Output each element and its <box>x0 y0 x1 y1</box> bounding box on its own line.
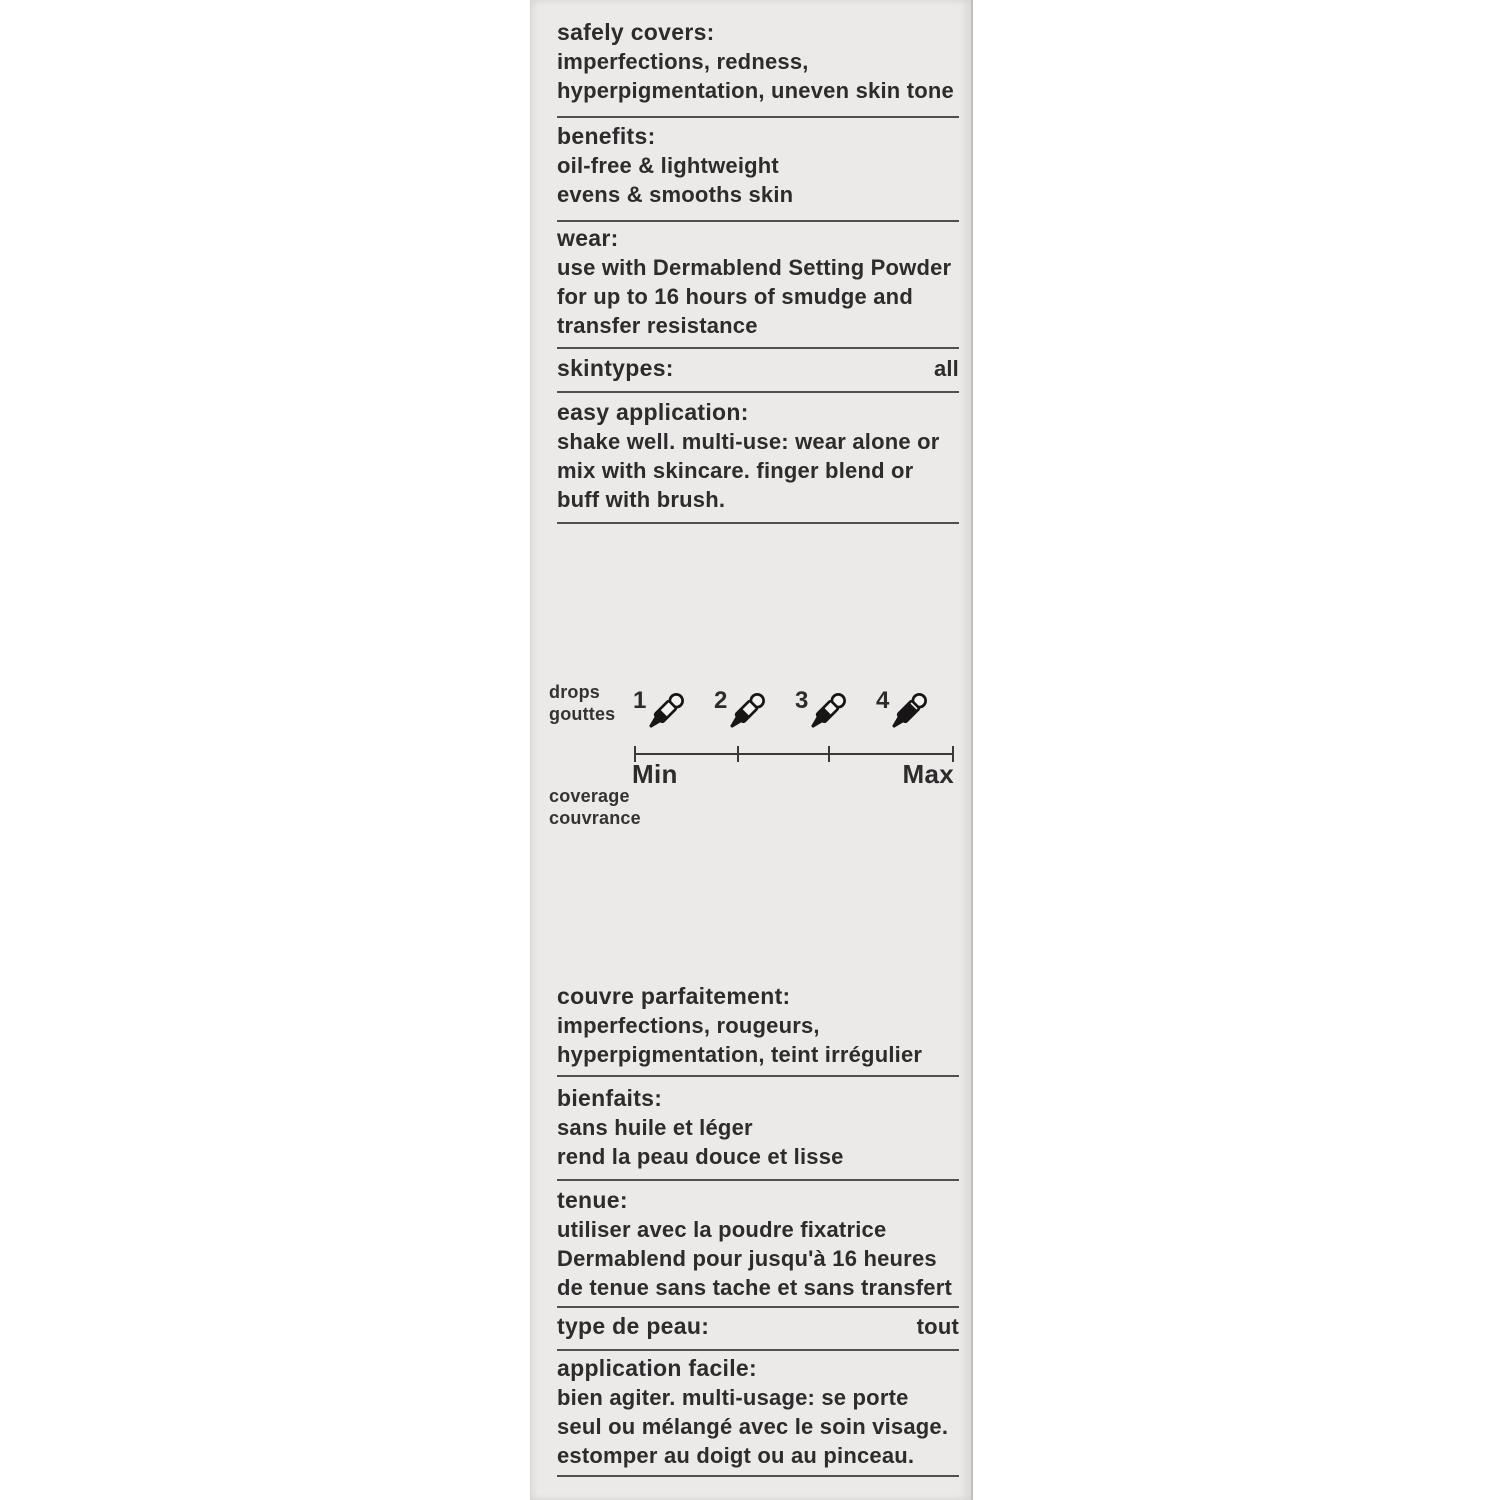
dropper-icon <box>883 687 933 737</box>
divider <box>557 1075 959 1077</box>
section-line: utiliser avec la poudre fixatrice <box>557 1217 887 1242</box>
dropper-icon <box>802 687 852 737</box>
section-line: bien agiter. multi-usage: se porte <box>557 1385 909 1410</box>
section-line: imperfections, rougeurs, <box>557 1013 820 1038</box>
divider <box>557 391 959 393</box>
section-line: for up to 16 hours of smudge and <box>557 284 913 309</box>
section-line: hyperpigmentation, teint irrégulier <box>557 1042 923 1067</box>
section-line: hyperpigmentation, uneven skin tone <box>557 78 954 103</box>
dropper-icon <box>721 687 771 737</box>
divider <box>557 347 959 349</box>
section-heading: easy application: <box>557 399 749 425</box>
divider <box>557 1306 959 1308</box>
section-line: seul ou mélangé avec le soin visage. <box>557 1414 949 1439</box>
section-type-de-peau <box>557 1312 959 1351</box>
drop-count: 3 <box>795 687 809 714</box>
section-line: oil-free & lightweight <box>557 153 779 178</box>
section-tenue <box>557 1186 959 1308</box>
section-couvre-parfaitement <box>557 982 959 1077</box>
divider <box>557 522 959 524</box>
divider <box>557 1475 959 1477</box>
coverage-label <box>549 785 641 829</box>
divider <box>557 1349 959 1351</box>
section-line: de tenue sans tache et sans transfert <box>557 1275 952 1300</box>
drops-label <box>549 681 615 725</box>
section-line: evens & smooths skin <box>557 182 794 207</box>
section-wear <box>557 224 959 349</box>
divider <box>557 1179 959 1181</box>
section-line: rend la peau douce et lisse <box>557 1144 844 1169</box>
axis-min-label: Min <box>632 759 678 789</box>
axis-max-label: Max <box>902 759 954 789</box>
section-application-facile <box>557 1354 959 1477</box>
coverage-label-fr: couvrance <box>549 808 641 828</box>
drop-count: 1 <box>633 687 647 714</box>
axis-tick <box>828 746 830 762</box>
section-heading: couvre parfaitement: <box>557 983 791 1009</box>
drop-count: 4 <box>876 687 890 714</box>
section-line: use with Dermablend Setting Powder <box>557 255 952 280</box>
section-heading: safely covers: <box>557 19 715 45</box>
dropper-icon <box>640 687 690 737</box>
drop-step-3 <box>795 687 852 737</box>
section-benefits <box>557 122 959 222</box>
dosage-diagram <box>531 675 971 845</box>
section-bienfaits <box>557 1084 959 1181</box>
section-heading: bienfaits: <box>557 1085 663 1111</box>
section-line: estomper au doigt ou au pinceau. <box>557 1443 915 1468</box>
axis-tick <box>737 746 739 762</box>
drop-step-1 <box>633 687 690 737</box>
section-value: tout <box>916 1314 959 1339</box>
section-value: all <box>933 356 959 381</box>
section-line: transfer resistance <box>557 313 758 338</box>
coverage-label-en: coverage <box>549 786 630 806</box>
section-easy-application <box>557 398 959 524</box>
section-line: buff with brush. <box>557 487 726 512</box>
section-safely-covers <box>557 18 959 118</box>
section-skintypes <box>557 354 959 393</box>
divider <box>557 116 959 118</box>
section-line: Dermablend pour jusqu'à 16 heures <box>557 1246 937 1271</box>
coverage-scale-axis <box>634 753 954 755</box>
drop-step-2 <box>714 687 771 737</box>
drop-count: 2 <box>714 687 728 714</box>
divider <box>557 220 959 222</box>
section-line: shake well. multi-use: wear alone or <box>557 429 940 454</box>
package-back-panel <box>530 0 973 1500</box>
drops-label-en: drops <box>549 682 601 702</box>
drop-step-4 <box>876 687 933 737</box>
section-line: sans huile et léger <box>557 1115 753 1140</box>
section-heading: application facile: <box>557 1355 757 1381</box>
section-heading: tenue: <box>557 1187 628 1213</box>
section-heading: wear: <box>557 225 619 251</box>
section-heading: skintypes: <box>557 355 674 381</box>
section-line: mix with skincare. finger blend or <box>557 458 914 483</box>
section-line: imperfections, redness, <box>557 49 809 74</box>
section-heading: benefits: <box>557 123 656 149</box>
drops-label-fr: gouttes <box>549 704 616 724</box>
section-heading: type de peau: <box>557 1313 710 1339</box>
